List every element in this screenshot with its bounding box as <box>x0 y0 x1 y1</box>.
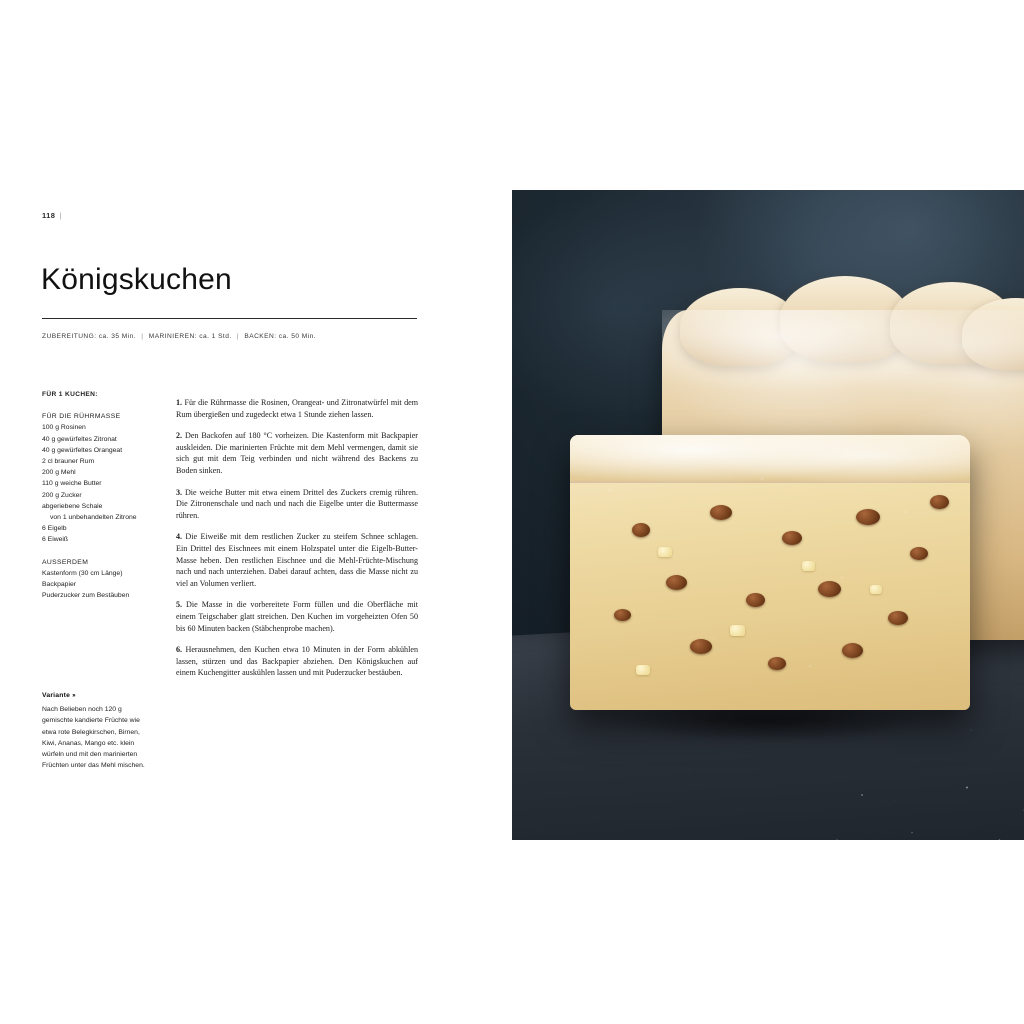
ingredient-item: 40 g gewürfeltes Orangeat <box>42 446 123 454</box>
ingredient-item: 110 g weiche Butter <box>42 480 102 488</box>
folio-number: 118 <box>42 211 56 220</box>
recipe-step <box>176 531 418 589</box>
timing-separator-2: | <box>236 333 240 340</box>
yield-heading: FÜR 1 KUCHEN: <box>42 391 98 398</box>
ingredient-group-heading-0: FÜR DIE RÜHRMASSE <box>42 413 121 421</box>
ingredient-item: 6 Eigelb <box>42 525 67 533</box>
chevron-right-icon: ›› <box>72 692 75 699</box>
step-number: 1. <box>176 398 183 408</box>
ingredient-item: 40 g gewürfeltes Zitronat <box>42 435 117 443</box>
ingredient-item: abgeriebene Schale <box>42 502 103 510</box>
page-title: Königskuchen <box>41 263 232 296</box>
crumb-texture <box>570 435 970 710</box>
ingredient-item: 200 g Mehl <box>42 469 76 477</box>
recipe-step <box>176 599 418 634</box>
step-text: Den Backofen auf 180 °C vorheizen. Die Kastenform mit Backpapier auskleiden. Die marinierten Früchte mit dem Mehl vermengen, damit sie sich gut mit dem Teig verbinden und nicht während des Backens zu Boden sinken. <box>176 431 418 476</box>
timing-separator-1: | <box>141 333 144 340</box>
variant-note <box>42 690 154 771</box>
recipe-step <box>176 644 418 679</box>
ingredient-item: Backpapier <box>42 581 77 589</box>
ingredient-item: 100 g Rosinen <box>42 424 86 432</box>
ingredients-column <box>42 389 162 601</box>
ingredient-item: 6 Eiweiß <box>42 536 69 544</box>
prep-value: ca. 35 Min. <box>98 333 136 340</box>
ingredient-item: Puderzucker zum Bestäuben <box>42 592 130 600</box>
marinate-label: MARINIEREN: <box>148 333 197 340</box>
sugar-dust <box>812 750 1024 840</box>
step-text: Die Eiweiße mit dem restlichen Zucker zu steifem Schnee schlagen. Ein Drittel des Eischnees mit einem Holzspatel unter die Eigelb-Butter-Masse heben. Den restlichen Eischnee und die Mehl-Früchte-Mischung nach und nach unterziehen. Dabei darauf achten, dass die Masse nicht zu viel an Volumen verliert. <box>176 532 418 588</box>
step-text: Die weiche Butter mit etwa einem Drittel des Zuckers cremig rühren. Die Zitronenschale und nach und nach die Eigelbe unter die Buttermasse rühren. <box>176 487 418 520</box>
prep-label: ZUBEREITUNG: <box>42 333 97 340</box>
bake-label: BACKEN: <box>244 333 277 340</box>
step-number: 2. <box>176 431 183 441</box>
loaf-front-cut <box>570 435 970 710</box>
recipe-step <box>176 397 418 420</box>
variant-heading <box>42 690 154 701</box>
title-divider <box>42 318 417 319</box>
recipe-photo <box>512 190 1024 840</box>
ingredient-group-heading-1: AUSSERDEM <box>42 558 89 566</box>
step-number: 4. <box>176 532 183 542</box>
variant-heading-label: Variante <box>42 692 71 699</box>
page-folio <box>42 211 62 220</box>
bake-value: ca. 50 Min. <box>278 333 316 340</box>
step-text: Die Masse in die vorbereitete Form füllen und die Oberfläche mit einem Teigschaber glatt streichen. Den Kuchen im vorgeheizten Ofen 50 bis 60 Minuten backen (Stäbchenprobe machen). <box>176 600 418 633</box>
folio-rule: | <box>59 211 62 220</box>
ingredient-item: 2 cl brauner Rum <box>42 458 95 466</box>
step-text: Herausnehmen, den Kuchen etwa 10 Minuten in der Form abkühlen lassen, stürzen und das Backpapier abziehen. Den Königskuchen auf einem Kuchengitter auskühlen lassen und mit Puderzucker bestäuben. <box>176 645 418 678</box>
step-number: 5. <box>176 600 183 610</box>
step-text: Für die Rührmasse die Rosinen, Orangeat- und Zitronatwürfel mit dem Rum übergießen und zugedeckt etwa 1 Stunde ziehen lassen. <box>176 398 419 419</box>
ingredient-item: von 1 unbehandelten Zitrone <box>50 514 137 522</box>
ingredient-item: 200 g Zucker <box>42 491 82 499</box>
recipe-steps <box>176 389 418 679</box>
recipe-step <box>176 487 418 522</box>
step-number: 6. <box>176 645 183 655</box>
marinate-value: ca. 1 Std. <box>199 333 232 340</box>
variant-text: Nach Belieben noch 120 g gemischte kandierte Früchte wie etwa rote Belegkirschen, Birnen, Kiwi, Ananas, Mango etc. klein würfeln und mit den marinierten Früchten unter das Mehl mischen. <box>42 706 145 770</box>
recipe-timings <box>42 333 316 340</box>
recipe-step <box>176 430 418 476</box>
step-number: 3. <box>176 487 183 497</box>
ingredient-list-1 <box>42 568 162 602</box>
ingredient-list-0 <box>42 422 162 545</box>
ingredient-item: Kastenform (30 cm Länge) <box>42 569 123 577</box>
